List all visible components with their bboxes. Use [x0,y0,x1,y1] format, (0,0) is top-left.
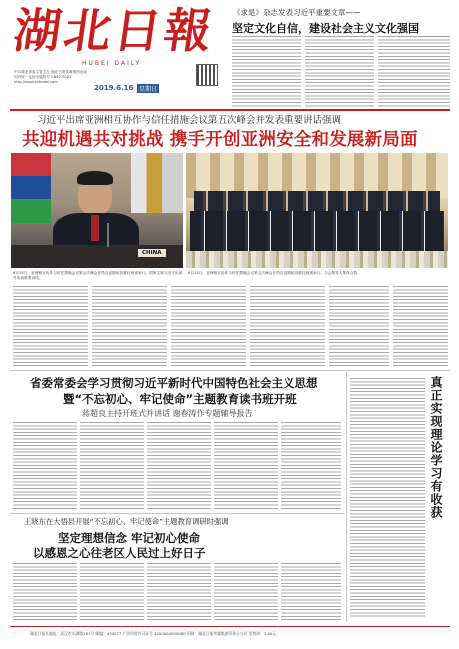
microphone-icon [107,223,109,247]
flag-icon [131,153,183,213]
second-article-column-4 [214,422,278,510]
third-article-headline-line1: 坚定理想信念 牢记初心使命 [58,531,201,545]
second-article-headline-line2: 暨“不忘初心、牢记使命”主题教育读书班开班 [63,392,297,406]
masthead-info-line: 中共湖北省委主管主办 湖北日报传媒集团出版 [14,70,88,74]
second-article-column-3 [147,422,211,510]
second-article-column-2 [80,422,144,510]
masthead-info [14,70,224,85]
photo-caption-left: 6月15日，亚洲相互协作与信任措施会议第五次峰会在塔吉克斯坦首都杜尚别举行。国家主席习近平出席并发表重要讲话。 [13,271,183,280]
footer-divider [10,626,450,627]
third-article-column-2 [80,563,144,621]
masthead-info-line: 国内统一连续出版物号 CN42-0001 [14,75,72,79]
main-article-column-6 [393,286,448,368]
issue-weekday: 星期日 [139,86,158,93]
main-article-column-5 [329,286,389,368]
masthead-info-line: http://www.cnhubei.com [14,80,58,84]
photo-caption-right: 6月15日，亚洲相互协作与信任措施会议第五次峰会在塔吉克斯坦首都杜尚别举行。与会领导人集体合影。 [188,271,361,275]
main-article-headline: 共迎机遇共对挑战 携手开创亚洲安全和发展新局面 [22,130,418,150]
second-article-column-1 [13,422,77,510]
flag-icon [11,153,51,223]
commentary-title: 真正实现理论学习有收获 [429,376,443,519]
third-article-column-1 [13,563,77,621]
main-photo-right [186,153,448,268]
top-article-kicker: 《求是》杂志发表习近平重要文章—— [233,8,361,17]
leaders-row-front [190,211,444,251]
main-article-kicker: 习近平出席亚洲相互协作与信任措施会议第五次峰会并发表重要讲话强调 [37,115,342,126]
masthead-pinyin: HUBEI DAILY [82,60,142,67]
top-article-column-3 [378,36,450,108]
section-divider [10,370,450,371]
main-article-column-1 [13,286,88,368]
third-article-kicker: 王晓东在大悟县开展“不忘初心、牢记使命”主题教育调研时强调 [24,517,229,526]
main-photo-left [11,153,183,268]
commentary-divider [346,372,347,622]
main-article-column-3 [171,286,246,368]
main-article-column-2 [92,286,167,368]
masthead-divider [10,109,450,111]
third-article-column-5 [281,563,341,621]
section-divider [10,513,344,514]
main-article-column-4 [250,286,325,368]
issue-date: 2019.6.16 [94,84,134,92]
second-article-headline-line1: 省委常委会学习贯彻习近平新时代中国特色社会主义思想 [30,376,318,390]
speaker-tie [91,215,99,241]
speaker-hair [77,171,113,185]
commentary-body [350,378,425,618]
second-article-column-5 [281,422,341,510]
third-article-headline-line2: 以感恩之心往老区人民过上好日子 [33,546,206,560]
footer-text: 湖北日报社地址：武汉市东湖路181号 邮编：430077 广告经营许可证号 4200004000060 印刷：湖北日报传媒集团印务分公司 零售价：1.00元 [30,631,277,636]
country-nameplate: CHINA [138,249,166,257]
masthead-title: 湖北日報 [10,4,218,59]
top-article-column-1 [232,36,301,108]
second-article-subheadline: 蒋超良主持开班式并讲话 谢春涛作专题辅导报告 [82,409,253,418]
flower-bed [186,251,448,268]
qr-code [196,64,218,86]
third-article-column-3 [147,563,211,621]
top-article-headline: 坚定文化自信，建设社会主义文化强国 [232,22,419,35]
top-article-column-2 [305,36,374,108]
third-article-column-4 [214,563,278,621]
